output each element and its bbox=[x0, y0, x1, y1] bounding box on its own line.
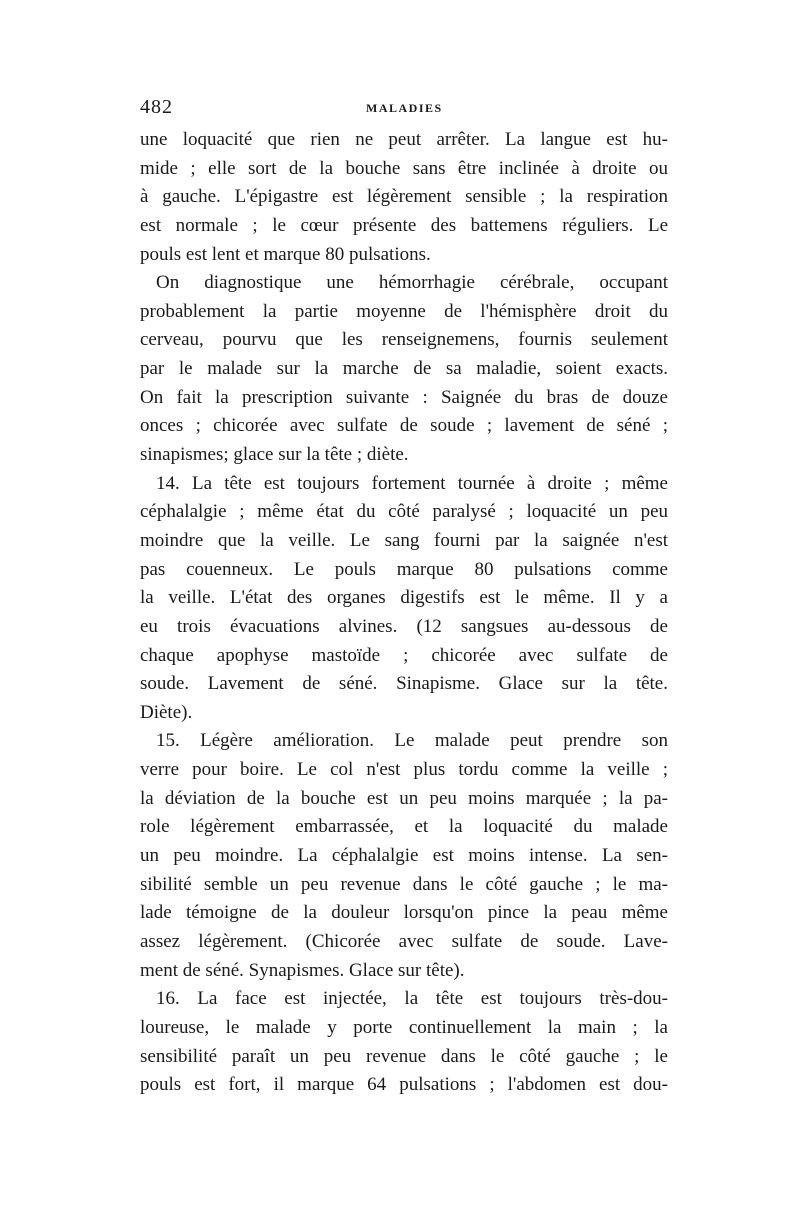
text-line: sensibilité paraît un peu revenue dans le côté gauche ; le bbox=[140, 1045, 668, 1067]
text-line: mide ; elle sort de la bouche sans être inclinée à droite ou bbox=[140, 157, 668, 179]
text-line: céphalalgie ; même état du côté paralysé ; loquacité un peu bbox=[140, 501, 668, 523]
text-line: par le malade sur la marche de sa maladie, soient exacts. bbox=[140, 358, 668, 380]
text-line: chaque apophyse mastoïde ; chicorée avec sulfate de bbox=[140, 644, 668, 666]
text-line: un peu moindre. La céphalalgie est moins intense. La sen- bbox=[140, 845, 668, 867]
running-head: MALADIES bbox=[366, 101, 443, 115]
text-line: Diète). bbox=[140, 701, 193, 723]
text-line: moindre que la veille. Le sang fourni par la saignée n'est bbox=[140, 529, 668, 551]
text-line: pouls est fort, il marque 64 pulsations ; l'abdomen est dou- bbox=[140, 1074, 668, 1096]
text-line: assez légèrement. (Chicorée avec sulfate de soude. Lave- bbox=[140, 930, 668, 952]
text-line: une loquacité que rien ne peut arrêter. La langue est hu- bbox=[140, 129, 668, 150]
text-line: pouls est lent et marque 80 pulsations. bbox=[140, 243, 431, 265]
text-line: la veille. L'état des organes digestifs est le même. Il y a bbox=[140, 587, 668, 609]
text-line: onces ; chicorée avec sulfate de soude ; lavement de séné ; bbox=[140, 415, 668, 437]
text-line: est normale ; le cœur présente des battemens réguliers. Le bbox=[140, 214, 668, 236]
text-line: loureuse, le malade y porte continuellement la main ; la bbox=[140, 1016, 668, 1038]
text-line: lade témoigne de la douleur lorsqu'on pince la peau même bbox=[140, 902, 668, 924]
text-line: cerveau, pourvu que les renseignemens, fournis seulement bbox=[140, 329, 668, 351]
page-number: 482 bbox=[140, 96, 173, 118]
text-line: soude. Lavement de séné. Sinapisme. Glace sur la tête. bbox=[140, 673, 668, 695]
body-text bbox=[140, 126, 668, 1100]
text-line: eu trois évacuations alvines. (12 sangsues au-dessous de bbox=[140, 615, 668, 637]
text-line: 16. La face est injectée, la tête est toujours très-dou- bbox=[156, 988, 668, 1010]
text-line: verre pour boire. Le col n'est plus tordu comme la veille ; bbox=[140, 759, 668, 781]
text-line: On fait la prescription suivante : Saignée du bras de douze bbox=[140, 386, 668, 408]
text-line: 14. La tête est toujours fortement tournée à droite ; même bbox=[156, 472, 668, 494]
text-line: probablement la partie moyenne de l'hémisphère droit du bbox=[140, 300, 668, 322]
text-line: sibilité semble un peu revenue dans le côté gauche ; le ma- bbox=[140, 873, 668, 895]
text-line: 15. Légère amélioration. Le malade peut prendre son bbox=[156, 730, 668, 752]
text-line: pas couenneux. Le pouls marque 80 pulsations comme bbox=[140, 558, 668, 580]
text-line: ment de séné. Synapismes. Glace sur tête). bbox=[140, 959, 465, 981]
page-header bbox=[140, 96, 670, 126]
text-line: la déviation de la bouche est un peu moins marquée ; la pa- bbox=[140, 787, 668, 809]
text-line: à gauche. L'épigastre est légèrement sensible ; la respiration bbox=[140, 186, 668, 208]
text-line: role légèrement embarrassée, et la loquacité du malade bbox=[140, 816, 668, 838]
text-line: sinapismes; glace sur la tête ; diète. bbox=[140, 444, 409, 466]
text-line: On diagnostique une hémorrhagie cérébrale, occupant bbox=[156, 272, 668, 294]
